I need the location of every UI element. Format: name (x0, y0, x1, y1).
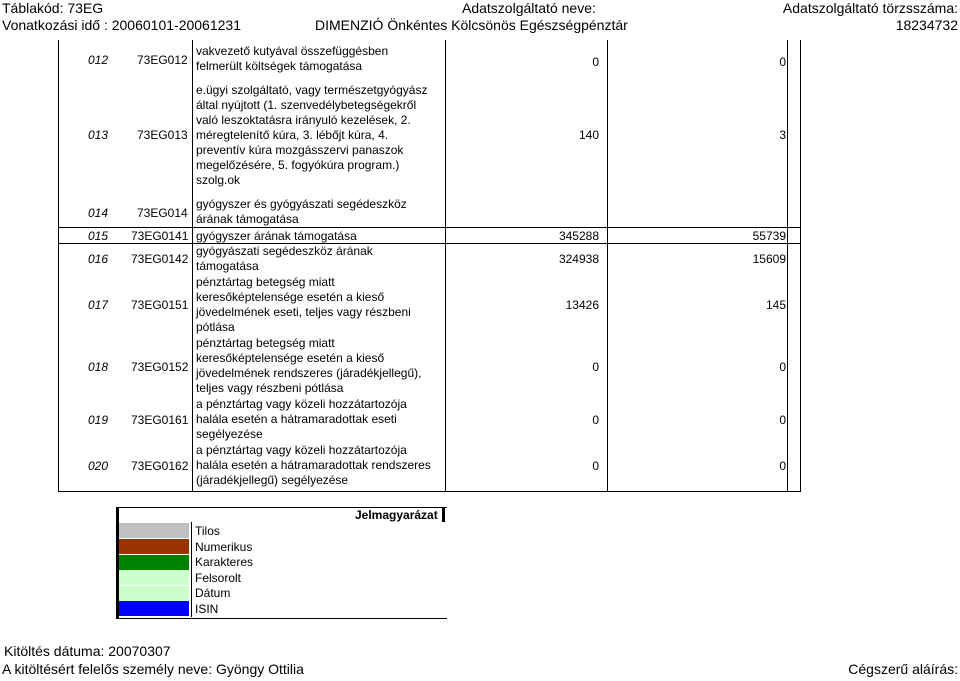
row-number: 018 (88, 360, 109, 374)
legend-label: Karakteres (195, 555, 254, 569)
signature-label: Cégszerű aláírás: (848, 661, 958, 677)
provider-id: 18234732 (895, 17, 958, 33)
row-desc-line: halála esetén a hátramaradottak rendszeres (196, 458, 431, 472)
row-desc-line: preventív kúra mozgásszervi panaszok (196, 143, 404, 157)
row-desc-line: szolg.ok (196, 173, 241, 187)
responsible-person: A kitöltésért felelős személy neve: Gyöngy Ottilia (2, 661, 304, 677)
value-1: 0 (592, 459, 599, 473)
row-number: 016 (88, 252, 109, 266)
row-desc-line: vakvezető kutyával összefüggésben (196, 44, 389, 58)
row-code: 73EG013 (137, 128, 188, 142)
row-desc-line: méregtelenítő kúra, 3. lébőjt kúra, 4. (196, 128, 389, 142)
provider-id-label: Adatszolgáltató törzsszáma: (782, 0, 958, 16)
row-code: 73EG0161 (131, 413, 189, 427)
value-2: 3 (779, 128, 786, 142)
legend-swatch (119, 586, 189, 601)
row-code: 73EG0151 (131, 298, 189, 312)
row-desc-line: pénztártag betegség miatt (196, 275, 335, 289)
row-desc-line: gyógyászati segédeszköz árának (196, 244, 373, 258)
row-desc-line: jövedelmének eseti, teljes vagy részbeni (196, 305, 411, 319)
legend-label: ISIN (195, 602, 219, 616)
row-code: 73EG0141 (131, 229, 189, 243)
form-code: Táblakód: 73EG (2, 0, 104, 16)
row-code: 73EG0142 (131, 252, 189, 266)
row-number: 012 (88, 53, 109, 67)
row-number: 020 (88, 459, 109, 473)
legend-swatch (119, 570, 189, 585)
legend-swatch (119, 555, 189, 570)
period: Vonatkozási idő : 20060101-20061231 (2, 17, 241, 33)
legend-title: Jelmagyarázat (355, 508, 438, 522)
row-number: 017 (88, 298, 109, 312)
row-number: 015 (88, 229, 109, 243)
row-desc-line: e.ügyi szolgáltató, vagy természetgyógyász (196, 83, 428, 97)
legend-label: Numerikus (195, 540, 253, 554)
value-1: 0 (592, 413, 599, 427)
row-desc-line: a pénztártag vagy közeli hozzátartozója (196, 443, 407, 457)
fill-date: Kitöltés dátuma: 20070307 (4, 643, 171, 659)
value-2: 15609 (752, 252, 786, 266)
row-desc-line: a pénztártag vagy közeli hozzátartozója (196, 397, 407, 411)
value-1: 345288 (558, 229, 599, 243)
legend-swatch (119, 601, 189, 616)
value-2: 0 (779, 459, 786, 473)
legend-label: Tilos (195, 524, 220, 538)
legend-swatch (119, 539, 189, 554)
row-desc-line: pótlása (196, 320, 235, 334)
value-1: 0 (592, 55, 599, 69)
legend-label: Dátum (195, 586, 231, 600)
row-code: 73EG0152 (131, 360, 189, 374)
row-desc-line: való leszoktatásra irányuló kezelések, 2. (196, 113, 411, 127)
legend-swatch (119, 523, 189, 538)
row-code: 73EG012 (137, 53, 188, 67)
value-1: 0 (592, 360, 599, 374)
provider-name: DIMENZIÓ Önkéntes Kölcsönös Egészségpénztár (315, 17, 628, 33)
row-desc-line: által nyújtott (1. szenvedélybetegségekről (196, 98, 417, 112)
row-desc-line: gyógyszer árának támogatása (196, 229, 357, 243)
value-2: 145 (765, 298, 786, 312)
value-1: 13426 (565, 298, 599, 312)
row-desc-line: (járadékjellegű) segélyezése (196, 473, 349, 487)
row-desc-line: gyógyszer és gyógyászati segédeszköz (196, 197, 407, 211)
value-2: 55739 (752, 229, 786, 243)
row-desc-line: árának támogatása (196, 212, 299, 226)
row-desc-line: segélyezése (196, 427, 263, 441)
row-desc-line: felmerült költségek támogatása (196, 59, 363, 73)
value-2: 0 (779, 413, 786, 427)
row-desc-line: támogatása (196, 259, 259, 273)
row-desc-line: teljes vagy részbeni pótlása (196, 381, 344, 395)
row-desc-line: pénztártag betegség miatt (196, 336, 335, 350)
value-1: 324938 (558, 252, 599, 266)
row-number: 014 (88, 206, 109, 220)
value-2: 0 (779, 55, 786, 69)
row-desc-line: keresőképtelensége esetén a kieső (196, 351, 385, 365)
row-desc-line: megelőzésére, 5. fogyókúra program.) (196, 158, 400, 172)
legend-label: Felsorolt (195, 571, 242, 585)
row-code: 73EG0162 (131, 459, 189, 473)
value-1: 140 (578, 128, 599, 142)
row-desc-line: halála esetén a hátramaradottak eseti (196, 412, 397, 426)
row-number: 013 (88, 128, 109, 142)
value-2: 0 (779, 360, 786, 374)
row-number: 019 (88, 413, 109, 427)
row-code: 73EG014 (137, 206, 188, 220)
row-desc-line: jövedelmének rendszeres (járadékjellegű), (196, 366, 422, 380)
row-desc-line: keresőképtelensége esetén a kieső (196, 290, 385, 304)
provider-name-label: Adatszolgáltató neve: (462, 0, 596, 16)
